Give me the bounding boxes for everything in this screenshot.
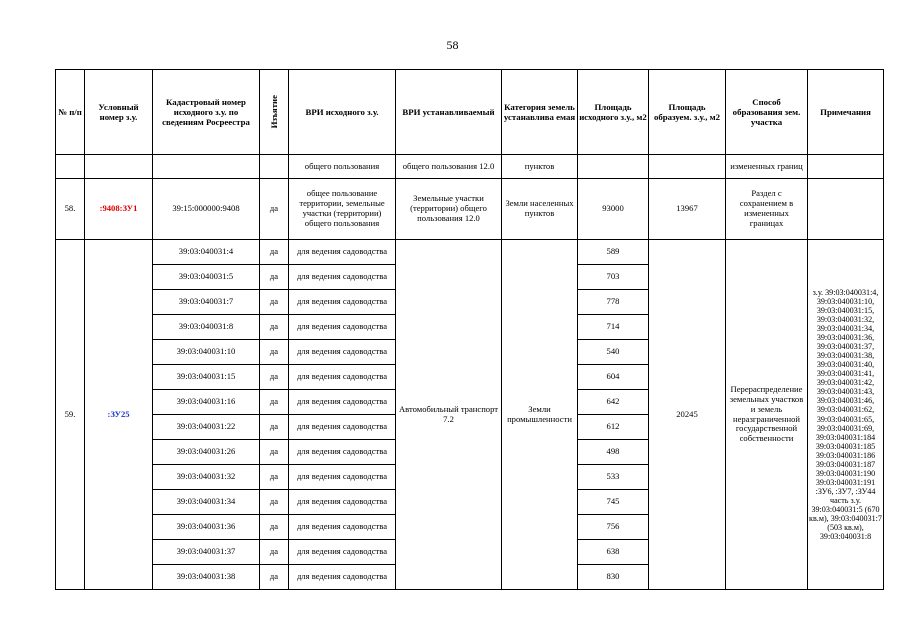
cell-method: Раздел с сохранением в измененных границах xyxy=(726,179,808,240)
cell-area-source: 604 xyxy=(578,365,649,390)
cell-seizure: да xyxy=(260,315,289,340)
cell-seizure: да xyxy=(260,540,289,565)
table-row-58 xyxy=(56,179,884,240)
table-row-59-sub xyxy=(56,240,884,265)
header-vri-source: ВРИ исходного з.у. xyxy=(289,70,396,155)
cell-area-source: 778 xyxy=(578,290,649,315)
cell-area-source: 642 xyxy=(578,390,649,415)
cell-vri-source: для ведения садоводства xyxy=(289,290,396,315)
page-number: 58 xyxy=(446,38,459,52)
cell-cadastral xyxy=(153,155,260,179)
cell-cadastral: 39:03:040031:26 xyxy=(153,440,260,465)
cell-area-new: 13967 xyxy=(649,179,726,240)
cell-vri-new: Автомобильный транспорт 7.2 xyxy=(396,240,502,590)
cell-area-source: 745 xyxy=(578,490,649,515)
cell-cadastral: 39:03:040031:16 xyxy=(153,390,260,415)
cell-seizure: да xyxy=(260,290,289,315)
cell-cond: :9408:ЗУ1 xyxy=(85,179,153,240)
cell-vri-source: общее пользование территории, земельные участки (территории) общего пользования xyxy=(289,179,396,240)
cell-vri-source: для ведения садоводства xyxy=(289,490,396,515)
cell-area-source: 830 xyxy=(578,565,649,590)
cell-area-source: 714 xyxy=(578,315,649,340)
cell-vri-source: для ведения садоводства xyxy=(289,465,396,490)
cell-cond: :ЗУ25 xyxy=(85,240,153,590)
cell-cadastral: 39:03:040031:22 xyxy=(153,415,260,440)
header-vri-new: ВРИ устанавливаемый xyxy=(396,70,502,155)
cell-vri-source: для ведения садоводства xyxy=(289,340,396,365)
cell-cadastral: 39:03:040031:5 xyxy=(153,265,260,290)
cell-seizure: да xyxy=(260,515,289,540)
cell-seizure: да xyxy=(260,490,289,515)
cell-area-source: 703 xyxy=(578,265,649,290)
cell-notes xyxy=(808,155,884,179)
cell-cadastral: 39:03:040031:32 xyxy=(153,465,260,490)
cell-vri-source: для ведения садоводства xyxy=(289,440,396,465)
cell-cadastral: 39:03:040031:8 xyxy=(153,315,260,340)
cell-seizure: да xyxy=(260,265,289,290)
header-seizure-text: Изъятие xyxy=(268,95,279,129)
cell-cadastral: 39:03:040031:38 xyxy=(153,565,260,590)
cell-seizure: да xyxy=(260,240,289,265)
header-land-category: Категория земель устанавлива емая xyxy=(502,70,578,155)
header-area-source: Площадь исходного з.у., м2 xyxy=(578,70,649,155)
cell-vri-source: для ведения садоводства xyxy=(289,515,396,540)
header-formation-method: Способ образования зем. участка xyxy=(726,70,808,155)
cell-vri-source: общего пользования xyxy=(289,155,396,179)
cell-cadastral: 39:15:000000:9408 xyxy=(153,179,260,240)
cell-seizure: да xyxy=(260,465,289,490)
cell-vri-new: общего пользования 12.0 xyxy=(396,155,502,179)
cell-num: 58. xyxy=(56,179,85,240)
cell-vri-source: для ведения садоводства xyxy=(289,565,396,590)
cell-area-source: 540 xyxy=(578,340,649,365)
cell-area-source: 612 xyxy=(578,415,649,440)
cell-num xyxy=(56,155,85,179)
cell-area-new: 20245 xyxy=(649,240,726,590)
cell-category: Земли населенных пунктов xyxy=(502,179,578,240)
cell-area-new xyxy=(649,155,726,179)
cell-area-source: 93000 xyxy=(578,179,649,240)
land-plots-table xyxy=(55,69,884,590)
cell-cadastral: 39:03:040031:7 xyxy=(153,290,260,315)
cell-vri-source: для ведения садоводства xyxy=(289,540,396,565)
cell-seizure: да xyxy=(260,565,289,590)
cell-vri-source: для ведения садоводства xyxy=(289,240,396,265)
cell-method: измененных границ xyxy=(726,155,808,179)
cell-vri-new: Земельные участки (территории) общего пользования 12.0 xyxy=(396,179,502,240)
cell-cadastral: 39:03:040031:4 xyxy=(153,240,260,265)
cell-vri-source: для ведения садоводства xyxy=(289,365,396,390)
cell-category: пунктов xyxy=(502,155,578,179)
cell-cadastral: 39:03:040031:15 xyxy=(153,365,260,390)
cell-seizure: да xyxy=(260,340,289,365)
cell-cadastral: 39:03:040031:34 xyxy=(153,490,260,515)
header-conditional-number: Условный номер з.у. xyxy=(85,70,153,155)
header-cadastral-number: Кадастровый номер исходного з.у. по сведениям Росреестра xyxy=(153,70,260,155)
cell-num: 59. xyxy=(56,240,85,590)
cell-notes: з.у. 39:03:040031:4, 39:03:040031:10, 39:03:040031:15, 39:03:040031:32, 39:03:040031:34, 39:03:040031:36, 39:03:040031:37, 39:03:040031:38, 39:03:040031:40, 39:03:040031:41, 39:03:040031:42, 39:03:040031:43, 39:03:040031:46, 39:03:040031:62, 39:03:040031:65, 39:03:040031:69, 39:03:040031:184 39:03:040031:185 39:03:040031:186 39:03:040031:187 39:03:040031:190 39:03:040031:191 :ЗУ6, :ЗУ7, :ЗУ44 часть з.у. 39:03:040031:5 (670 кв.м), 39:03:040031:7 (503 кв.м), 39:03:040031:8 xyxy=(808,240,884,590)
cell-vri-source: для ведения садоводства xyxy=(289,265,396,290)
cell-vri-source: для ведения садоводства xyxy=(289,415,396,440)
cell-area-source: 533 xyxy=(578,465,649,490)
cell-cadastral: 39:03:040031:36 xyxy=(153,515,260,540)
cell-method: Перераспределение земельных участков и земель неразграниченной государственной собственности xyxy=(726,240,808,590)
cell-area-source xyxy=(578,155,649,179)
cell-area-source: 589 xyxy=(578,240,649,265)
header-area-new: Площадь образуем. з.у., м2 xyxy=(649,70,726,155)
cell-seizure xyxy=(260,155,289,179)
cell-cadastral: 39:03:040031:10 xyxy=(153,340,260,365)
cell-seizure: да xyxy=(260,179,289,240)
cell-vri-source: для ведения садоводства xyxy=(289,390,396,415)
header-notes: Примечания xyxy=(808,70,884,155)
cell-cond xyxy=(85,155,153,179)
cell-seizure: да xyxy=(260,415,289,440)
cell-area-source: 638 xyxy=(578,540,649,565)
cell-cadastral: 39:03:040031:37 xyxy=(153,540,260,565)
cell-area-source: 498 xyxy=(578,440,649,465)
table-header-row xyxy=(56,70,884,155)
header-seizure xyxy=(260,70,289,155)
header-num: № п/п xyxy=(56,70,85,155)
table-row-continued xyxy=(56,155,884,179)
cell-seizure: да xyxy=(260,440,289,465)
cell-area-source: 756 xyxy=(578,515,649,540)
cell-seizure: да xyxy=(260,390,289,415)
cell-seizure: да xyxy=(260,365,289,390)
cell-vri-source: для ведения садоводства xyxy=(289,315,396,340)
cell-category: Земли промышленности xyxy=(502,240,578,590)
cell-notes xyxy=(808,179,884,240)
